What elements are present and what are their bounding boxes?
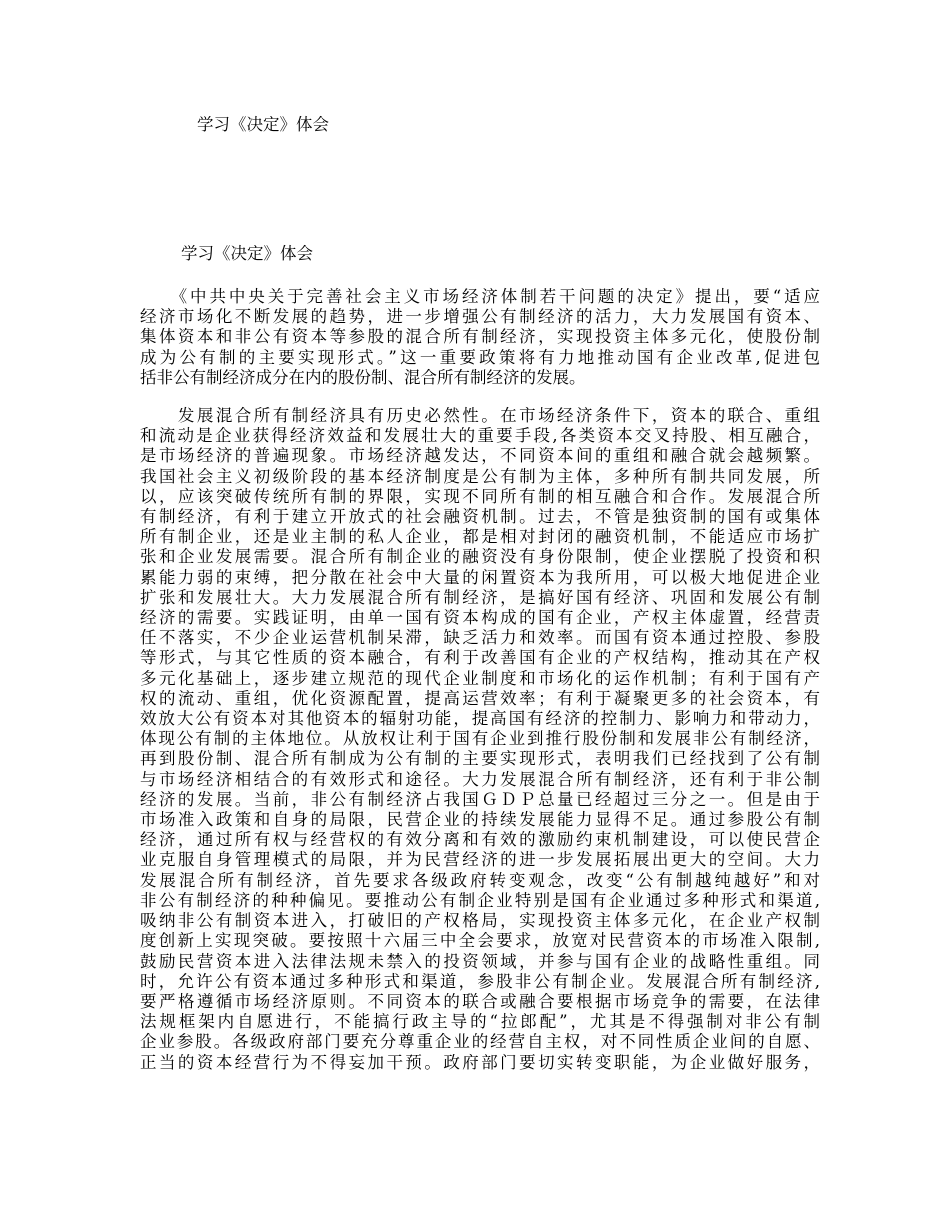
text-line: 有制经济，有利于建立开放式的社会融资机制。过去，不管是独资制的国有或集体 [140,507,820,527]
text-line: 效放大公有资本对其他资本的辐射功能，提高国有经济的控制力、影响力和带动力， [140,709,820,729]
text-line: 非公有制经济的种种偏见。要推动公有制企业特别是国有企业通过多种形式和渠道, [140,890,820,910]
paragraph-2 [140,406,820,1073]
text-line: 累能力弱的束缚，把分散在社会中大量的闲置资本为我所用，可以极大地促进企业 [140,567,820,587]
paragraph-gap [140,388,820,406]
text-line: 业克服自身管理模式的局限，并为民营经济的进一步发展拓展出更大的空间。大力 [140,850,820,870]
text-line: 括非公有制经济成分在内的股份制、混合所有制经济的发展。 [140,367,586,387]
text-line: 正当的资本经营行为不得妄加干预。政府部门要切实转变职能，为企业做好服务， [140,1052,820,1072]
text-line: 权的流动、重组，优化资源配置，提高运营效率；有利于凝聚更多的社会资本，有 [140,688,820,708]
text-line: 经济，通过所有权与经营权的有效分离和有效的激励约束机制建设，可以使民营企 [140,830,820,850]
text-line: 扩张和发展壮大。大力发展混合所有制经济，是搞好国有经济、巩固和发展公有制 [140,587,820,607]
text-line: 鼓励民营资本进入法律法规未禁入的投资领域，并参与国有企业的战略性重组。同 [140,951,820,971]
text-line: 《中共中央关于完善社会主义市场经济体制若干问题的决定》提出，要“适应 [140,287,820,306]
text-line: 所有制企业，还是业主制的私人企业，都是相对封闭的融资机制，不能适应市场扩 [140,527,820,547]
section-title: 学习《决定》体会 [181,244,313,263]
text-line: 经济的发展。当前，非公有制经济占我国ＧＤＰ总量已经超过三分之一。但是由于 [140,789,820,809]
text-line: 任不落实，不少企业运营机制呆滞，缺乏活力和效率。而国有资本通过控股、参股 [140,628,820,648]
document-body [140,287,820,1073]
text-line: 吸纳非公有制资本进入，打破旧的产权格局，实现投资主体多元化，在企业产权制 [140,911,820,931]
text-line: 法规框架内自愿进行，不能搞行政主导的“拉郎配”，尤其是不得强制对非公有制 [140,1012,820,1032]
text-line: 市场准入政策和自身的局限，民营企业的持续发展能力显得不足。通过参股公有制 [140,810,820,830]
text-line: 发展混合所有制经济，首先要求各级政府转变观念，改变“公有制越纯越好”和对 [140,870,820,890]
text-line: 与市场经济相结合的有效形式和途径。大力发展混合所有制经济，还有利于非公制 [140,769,820,789]
text-line: 企业参股。各级政府部门要充分尊重企业的经营自主权，对不同性质企业间的自愿、 [140,1032,820,1052]
text-line: 再到股份制、混合所有制成为公有制的主要实现形式，表明我们已经找到了公有制 [140,749,820,769]
text-line: 多元化基础上，逐步建立规范的现代企业制度和市场化的运作机制；有利于国有产 [140,668,820,688]
text-line: 以，应该突破传统所有制的界限，实现不同所有制的相互融合和合作。发展混合所 [140,486,820,506]
text-line: 成为公有制的主要实现形式。”这一重要政策将有力地推动国有企业改革,促进包 [140,347,820,367]
text-line: 我国社会主义初级阶段的基本经济制度是公有制为主体，多种所有制共同发展，所 [140,466,820,486]
paragraph-1 [140,287,820,388]
text-line: 等形式，与其它性质的资本融合，有利于改善国有企业的产权结构，推动其在产权 [140,648,820,668]
text-line: 经济市场化不断发展的趋势，进一步增强公有制经济的活力，大力发展国有资本、 [140,307,820,327]
text-line: 度创新上实现突破。要按照十六届三中全会要求，放宽对民营资本的市场准入限制, [140,931,820,951]
text-line: 时，允许公有资本通过多种形式和渠道，参股非公有制企业。发展混合所有制经济, [140,971,820,991]
text-line: 集体资本和非公有资本等参股的混合所有制经济，实现投资主体多元化，使股份制 [140,327,820,347]
text-line: 要严格遵循市场经济原则。不同资本的联合或融合要根据市场竞争的需要，在法律 [140,991,820,1011]
text-line: 张和企业发展需要。混合所有制企业的融资没有身份限制，使企业摆脱了投资和积 [140,547,820,567]
text-line: 经济的需要。实践证明，由单一国有资本构成的国有企业，产权主体虚置，经营责 [140,608,820,628]
page-title: 学习《决定》体会 [197,115,329,134]
text-line: 和流动是企业获得经济效益和发展壮大的重要手段,各类资本交叉持股、相互融合， [140,426,820,446]
text-line: 体现公有制的主体地位。从放权让利于国有企业到推行股份制和发展非公有制经济， [140,729,820,749]
text-line: 发展混合所有制经济具有历史必然性。在市场经济条件下，资本的联合、重组 [140,406,820,426]
text-line: 是市场经济的普遍现象。市场经济越发达，不同资本间的重组和融合就会越频繁。 [140,446,820,466]
